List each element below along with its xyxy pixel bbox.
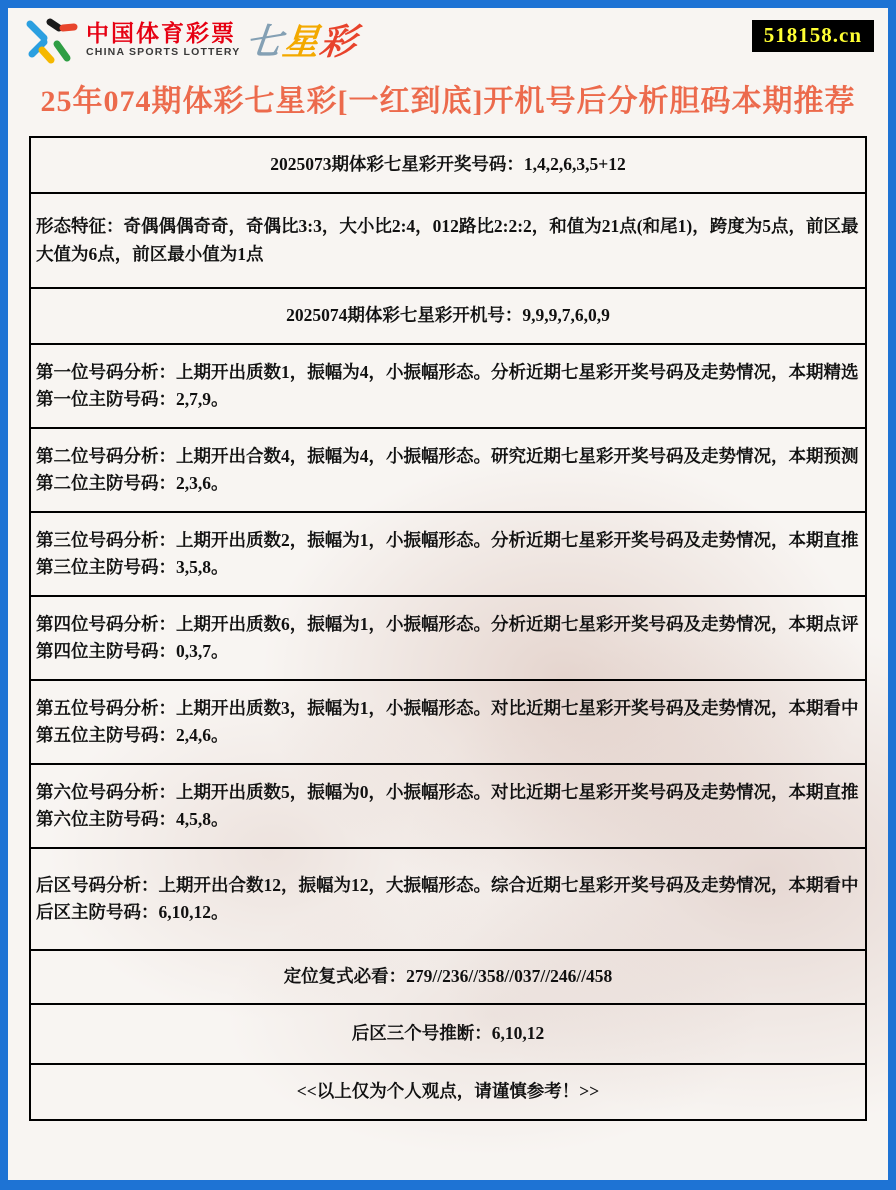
- row-position-3-analysis: 第三位号码分析：上期开出质数2，振幅为1，小振幅形态。分析近期七星彩开奖号码及走势情况，本期直推第三位主防号码：3,5,8。: [31, 511, 865, 595]
- brand-text: [86, 21, 240, 57]
- row-shape-features: 形态特征：奇偶偶偶奇奇，奇偶比3:3，大小比2:4，012路比2:2:2，和值为21点(和尾1)，跨度为5点，前区最大值为6点，前区最小值为1点: [31, 192, 865, 287]
- row-position-4-analysis: 第四位号码分析：上期开出质数6，振幅为1，小振幅形态。分析近期七星彩开奖号码及走势情况，本期点评第四位主防号码：0,3,7。: [31, 595, 865, 679]
- brand-logo: [22, 14, 358, 65]
- row-position-5-analysis: 第五位号码分析：上期开出质数3，振幅为1，小振幅形态。对比近期七星彩开奖号码及走势情况，本期看中第五位主防号码：2,4,6。: [31, 679, 865, 763]
- header: [8, 8, 888, 68]
- row-rear-zone-analysis: 后区号码分析：上期开出合数12，振幅为12，大振幅形态。综合近期七星彩开奖号码及走势情况，本期看中后区主防号码：6,10,12。: [31, 847, 865, 949]
- row-position-6-analysis: 第六位号码分析：上期开出质数5，振幅为0，小振幅形态。对比近期七星彩开奖号码及走势情况，本期直推第六位主防号码：4,5,8。: [31, 763, 865, 847]
- brand-name-en: CHINA SPORTS LOTTERY: [86, 45, 241, 58]
- brand-name-cn: 中国体育彩票: [86, 20, 236, 47]
- row-position-2-analysis: 第二位号码分析：上期开出合数4，振幅为4，小振幅形态。研究近期七星彩开奖号码及走势情况，本期预测第二位主防号码：2,3,6。: [31, 427, 865, 511]
- analysis-table: [29, 136, 867, 1121]
- row-position-1-analysis: 第一位号码分析：上期开出质数1，振幅为4，小振幅形态。分析近期七星彩开奖号码及走势情况，本期精选第一位主防号码：2,7,9。: [31, 343, 865, 427]
- sports-lottery-figure-icon: [22, 15, 78, 65]
- row-disclaimer: <<以上仅为个人观点，请谨慎参考！>>: [31, 1063, 865, 1119]
- row-rear-three-numbers: 后区三个号推断：6,10,12: [31, 1003, 865, 1063]
- brand-product-name: 七星彩: [244, 21, 360, 62]
- row-compound-recommendation: 定位复式必看：279//236//358//037//246//458: [31, 949, 865, 1003]
- row-machine-start-number: 2025074期体彩七星彩开机号：9,9,9,7,6,0,9: [31, 287, 865, 343]
- page-title: 25年074期体彩七星彩[一红到底]开机号后分析胆码本期推荐: [40, 85, 856, 118]
- row-last-draw-result: 2025073期体彩七星彩开奖号码：1,4,2,6,3,5+12: [270, 154, 626, 175]
- site-domain-badge: 518158.cn: [752, 20, 874, 52]
